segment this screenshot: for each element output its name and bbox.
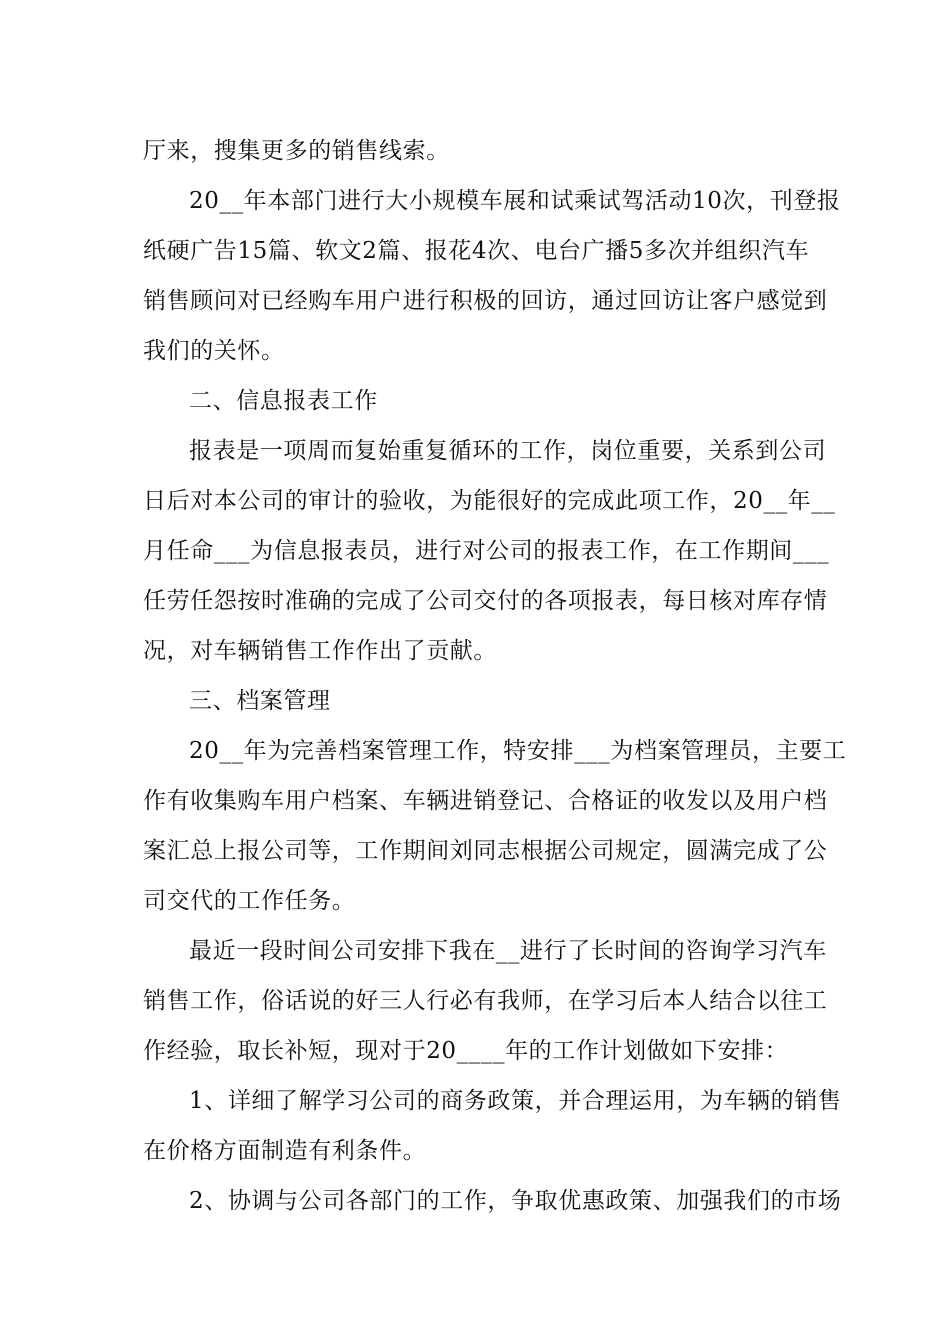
text-line: 销售工作，俗话说的好三人行必有我师，在学习后本人结合以往工 xyxy=(143,988,828,1014)
text-line: 况，对车辆销售工作作出了贡献。 xyxy=(143,638,497,664)
text-line: 作经验，取长补短，现对于20____年的工作计划做如下安排： xyxy=(143,1038,789,1064)
text-line: 纸硬广告15篇、软文2篇、报花4次、电台广播5多次并组织汽车 xyxy=(143,238,810,264)
text-line: 厅来，搜集更多的销售线索。 xyxy=(143,138,450,164)
text-line: 20__年为完善档案管理工作，特安排___为档案管理员，主要工 xyxy=(189,738,847,764)
text-line: 销售顾问对已经购车用户进行积极的回访，通过回访让客户感觉到 xyxy=(143,288,828,314)
text-line: 最近一段时间公司安排下我在__进行了长时间的咨询学习汽车 xyxy=(189,938,827,964)
text-line: 作有收集购车用户档案、车辆进销登记、合格证的收发以及用户档 xyxy=(143,788,828,814)
text-line: 日后对本公司的审计的验收，为能很好的完成此项工作，20__年__ xyxy=(143,488,836,514)
text-line: 月任命___为信息报表员，进行对公司的报表工作，在工作期间___ xyxy=(143,538,830,564)
section-heading: 三、档案管理 xyxy=(189,688,331,714)
text-line: 案汇总上报公司等，工作期间刘同志根据公司规定，圆满完成了公 xyxy=(143,838,828,864)
text-line: 任劳任怨按时准确的完成了公司交付的各项报表，每日核对库存情 xyxy=(143,588,828,614)
text-line: 我们的关怀。 xyxy=(143,338,285,364)
text-line: 司交代的工作任务。 xyxy=(143,888,356,914)
list-item: 1、详细了解学习公司的商务政策，并合理运用，为车辆的销售 xyxy=(189,1088,842,1114)
list-item: 2、协调与公司各部门的工作，争取优惠政策、加强我们的市场 xyxy=(189,1188,842,1214)
text-line: 在价格方面制造有利条件。 xyxy=(143,1138,427,1164)
text-line: 20__年本部门进行大小规模车展和试乘试驾活动10次，刊登报 xyxy=(189,188,841,214)
text-line: 报表是一项周而复始重复循环的工作，岗位重要，关系到公司 xyxy=(189,438,827,464)
section-heading: 二、信息报表工作 xyxy=(189,388,378,414)
